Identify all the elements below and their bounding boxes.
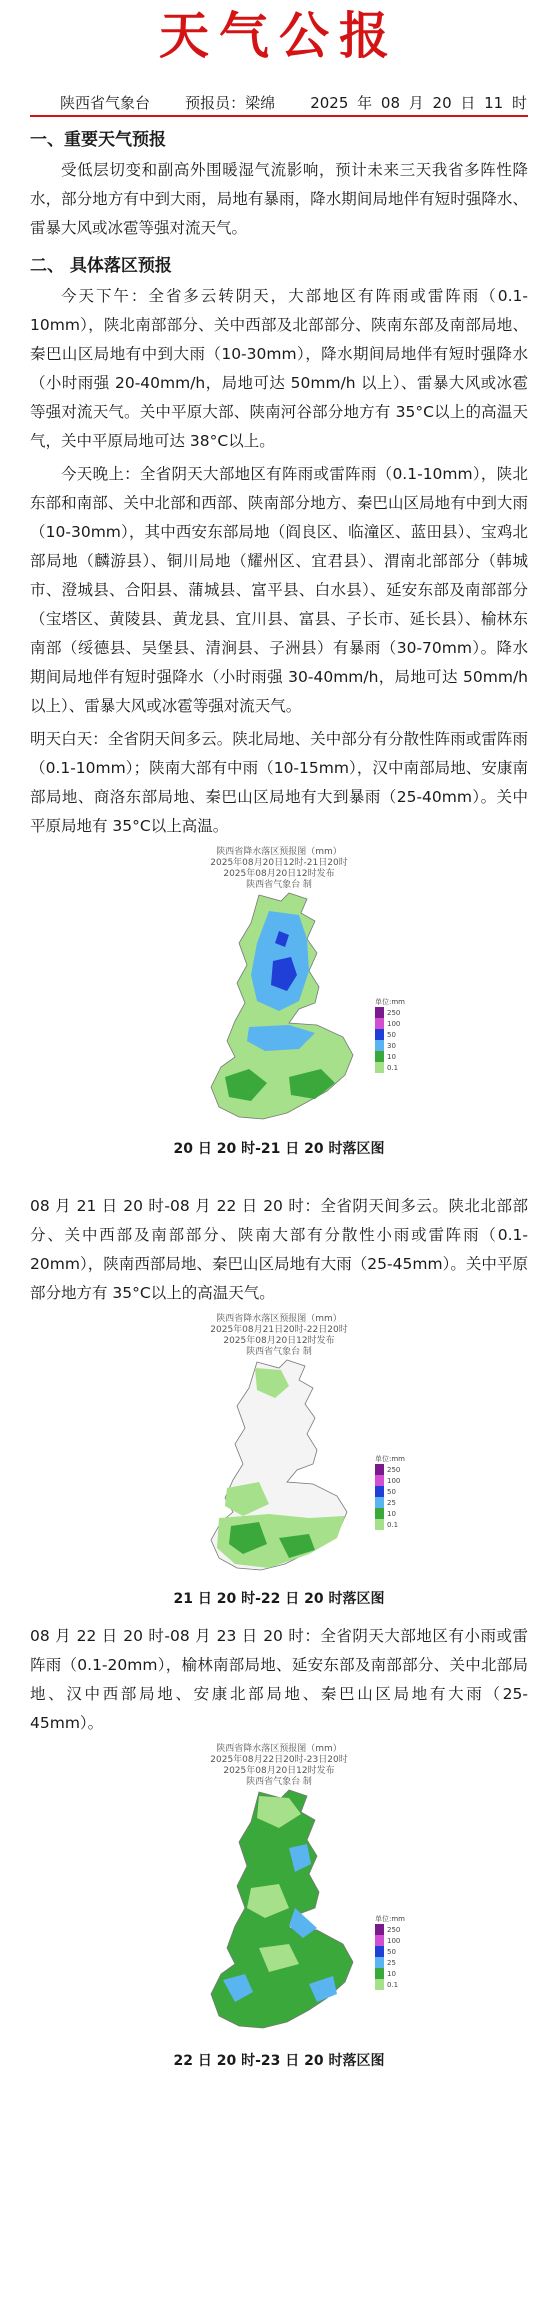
- map-1-title: 陕西省降水落区预报图（mm）: [216, 847, 342, 857]
- map-2: [139, 1314, 419, 1582]
- map-figure-1: [30, 847, 528, 1158]
- map-1-caption: 20 日 20 时-21 日 20 时落区图: [173, 1141, 385, 1157]
- legend-title: 单位:mm: [375, 998, 405, 1006]
- map-2-title: 陕西省降水落区预报图（mm）: [216, 1314, 342, 1324]
- map-1-org: 陕西省气象台 制: [246, 880, 312, 890]
- map-2-caption: 21 日 20 时-22 日 20 时落区图: [173, 1591, 385, 1607]
- map-1: [139, 847, 419, 1132]
- forecaster: 预报员：梁绵: [185, 94, 276, 112]
- map-1-issued: 2025年08月20日12时发布: [223, 869, 335, 879]
- map-3-title: 陕西省降水落区预报图（mm）: [216, 1744, 342, 1754]
- map-2-issued: 2025年08月20日12时发布: [223, 1336, 335, 1346]
- map-3-org: 陕西省气象台 制: [246, 1777, 312, 1787]
- section-important-title: 一、重要天气预报: [30, 130, 166, 150]
- map-1-legend: 单位:mm 250 100 50 30 10 0.1: [375, 998, 405, 1072]
- forecast-tonight: 今天晚上：全省阴天大部地区有阵雨或雷阵雨（0.1-10mm），陕北东部和南部、关中北部和西部、陕南部分地方、秦巴山区局地有中到大雨（10-30mm），其中西安东部局地（阎良区、临潼区、蓝田县）、宝鸡北部局地（麟游县）、铜川局地（耀州区、宜君县）、渭南北部部分（韩城市、澄城县、合阳县、蒲城县、富平县、白水县）、延安东部及南部部分（宝塔区、黄陵县、黄龙县、宜川县、富县、子长市、延长县）、榆林东南部（绥德县、吴堡县、清涧县、子洲县）有暴雨（30-70mm）。降水期间局地伴有短时强降水（小时雨强 30-40mm/h，局地可达 50mm/h 以上）、雷暴大风或冰雹等强对流天气。: [30, 465, 528, 715]
- map-3: [139, 1744, 419, 2044]
- section-important-text: 受低层切变和副高外围暖湿气流影响，预计未来三天我省多阵性降水，部分地方有中到大雨，局地有暴雨，降水期间局地伴有短时强降水、雷暴大风或冰雹等强对流天气。: [30, 161, 528, 237]
- bulletin-title: 天气公报: [159, 6, 399, 65]
- forecast-tomorrow: 明天白天：全省阴天间多云。陕北局地、关中部分有分散性阵雨或雷阵雨（0.1-10mm）；陕南大部有中雨（10-15mm），汉中南部局地、安康南部局地、商洛东部局地、秦巴山区局地有大到暴雨（25-40mm）。关中平原局地有 35°C以上高温。: [30, 730, 528, 835]
- red-divider: [30, 115, 528, 117]
- map-2-org: 陕西省气象台 制: [246, 1347, 312, 1357]
- map-3-period: 2025年08月22日20时-23日20时: [210, 1755, 348, 1765]
- map-3-caption: 22 日 20 时-23 日 20 时落区图: [173, 2053, 385, 2069]
- issue-time: 2025 年 08 月 20 日 11 时: [310, 94, 527, 112]
- agency: 陕西省气象台: [60, 94, 151, 112]
- map-2-period: 2025年08月21日20时-22日20时: [210, 1325, 348, 1335]
- map-3-legend: 单位:mm 250 100 50 25 10 0.1: [375, 1915, 405, 1989]
- issue-line: [30, 92, 528, 113]
- map-figure-2: [30, 1314, 528, 1608]
- map-1-period: 2025年08月20日12时-21日20时: [210, 858, 348, 868]
- legend-title: 单位:mm: [375, 1915, 405, 1923]
- map-3-issued: 2025年08月20日12时发布: [223, 1766, 335, 1776]
- section-detail-title: 二、 具体落区预报: [30, 256, 172, 276]
- map-2-legend: 单位:mm 250 100 50 25 10 0.1: [375, 1455, 405, 1529]
- legend-title: 单位:mm: [375, 1455, 405, 1463]
- forecast-day2: 08 月 21 日 20 时-08 月 22 日 20 时：全省阴天间多云。陕北北部部分、关中西部及南部部分、陕南大部有分散性小雨或雷阵雨（0.1-20mm），陕南西部局地、秦巴山区局地有大雨（25-45mm）。关中平原部分地方有 35°C以上的高温天气。: [30, 1197, 528, 1302]
- shaanxi-rain-map-3: [139, 1788, 419, 2038]
- forecast-afternoon: 今天下午：全省多云转阴天，大部地区有阵雨或雷阵雨（0.1-10mm），陕北南部部分、关中西部及北部部分、陕南东部及南部局地、秦巴山区局地有中到大雨（10-30mm），降水期间局地伴有短时强降水（小时雨强 20-40mm/h，局地可达 50mm/h 以上）、雷暴大风或冰雹等强对流天气。关中平原大部、陕南河谷部分地方有 35°C以上的高温天气，关中平原局地可达 38°C以上。: [30, 287, 528, 450]
- forecast-day3: 08 月 22 日 20 时-08 月 23 日 20 时：全省阴天大部地区有小雨或雷阵雨（0.1-20mm），榆林南部局地、延安东部及南部部分、关中北部局地、汉中西部局地、安康北部局地、秦巴山区局地有大雨（25-45mm）。: [30, 1627, 528, 1732]
- map-figure-3: [30, 1744, 528, 2070]
